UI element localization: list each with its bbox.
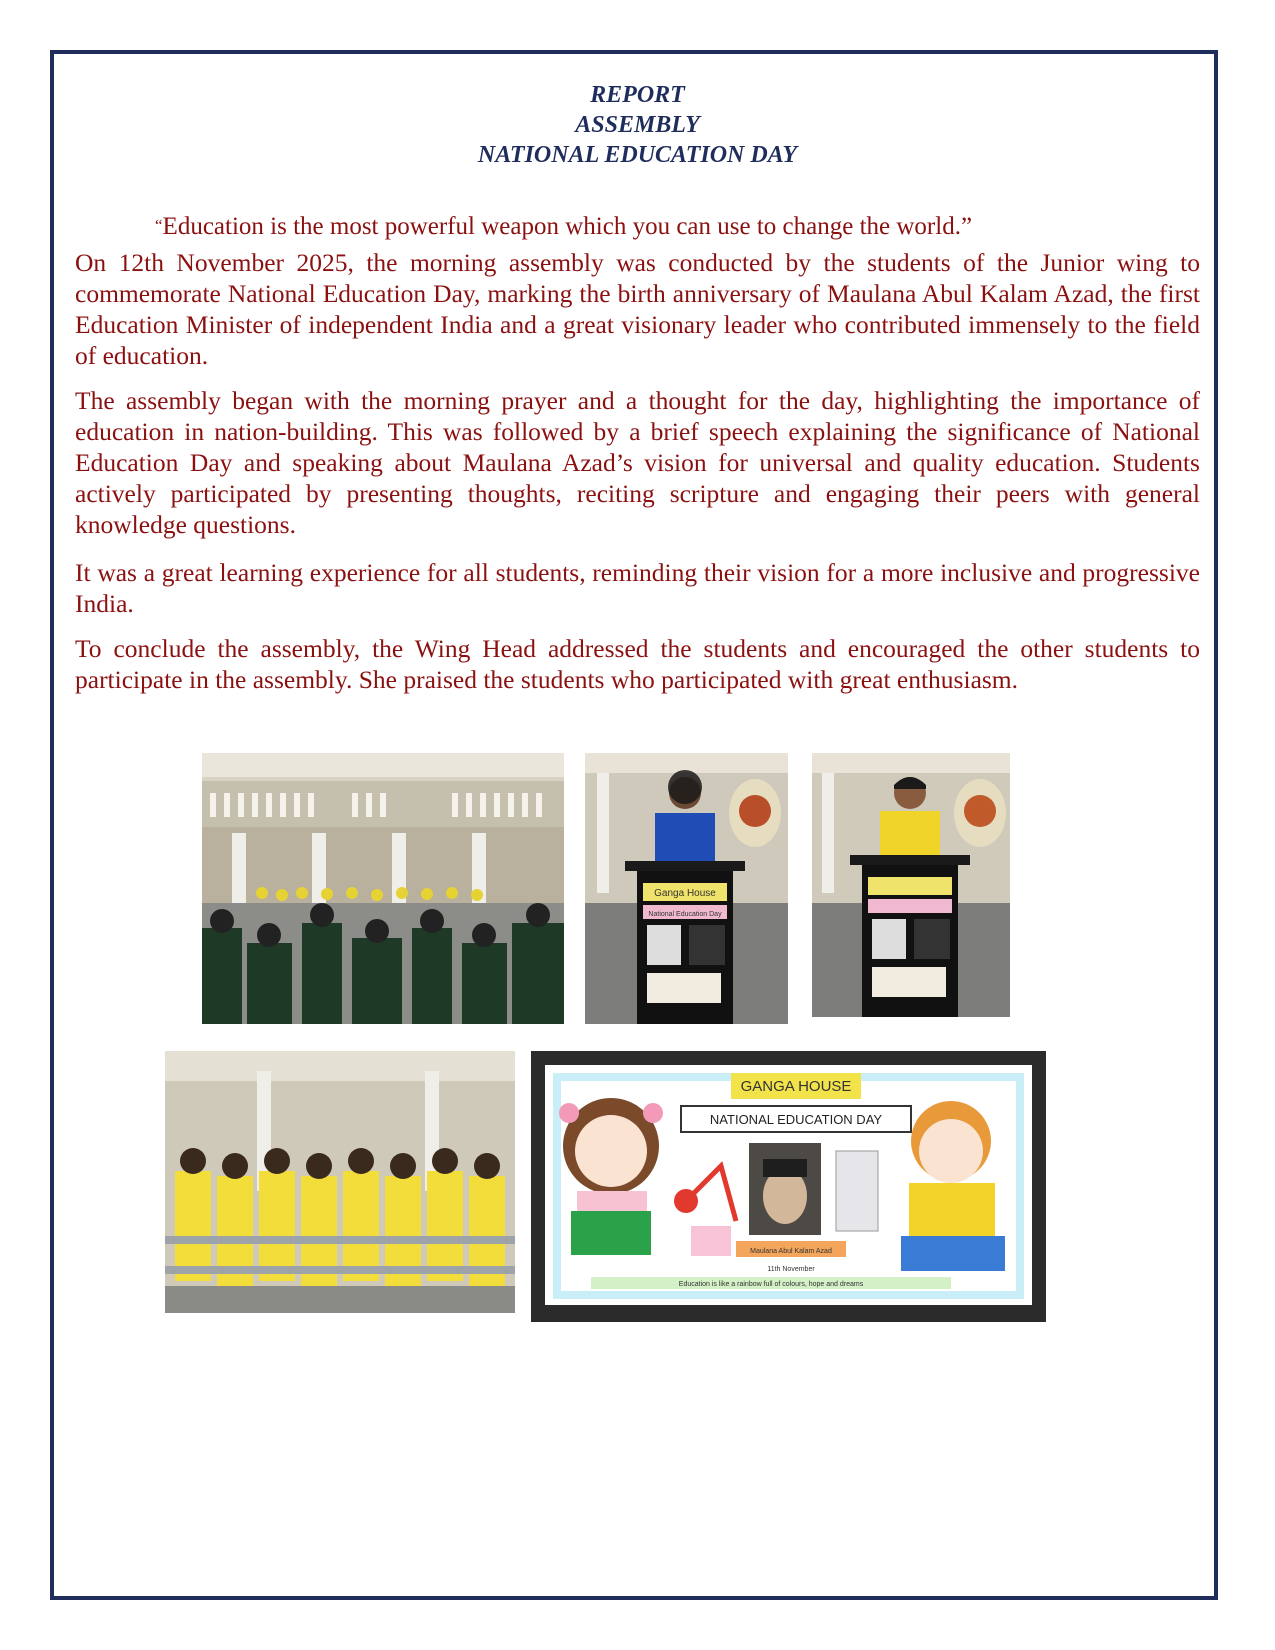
report-title bbox=[0, 80, 1275, 170]
poster-caption-name: Maulana Abul Kalam Azad bbox=[750, 1248, 832, 1255]
paragraph-3: It was a great learning experience for all students, reminding their vision for a more inclusive and progressive India. bbox=[75, 558, 1200, 618]
title-line-report: REPORT bbox=[590, 82, 685, 108]
paragraph-1: On 12th November 2025, the morning assembly was conducted by the students of the Junior wing to commemorate National Education Day, marking the birth anniversary of Maulana Abul Kalam Azad, the first Education Minister of independent India and a great visionary leader who contributed immensely to the field of education. bbox=[75, 248, 1200, 370]
poster-heading: NATIONAL EDUCATION DAY bbox=[709, 1112, 883, 1127]
podium-house-label: Ganga House bbox=[654, 888, 716, 899]
opening-quote: “Education is the most powerful weapon which you can use to change the world.” bbox=[155, 213, 973, 240]
title-line-event: NATIONAL EDUCATION DAY bbox=[477, 142, 798, 168]
photo-boy-speaker bbox=[812, 753, 1010, 1017]
podium-event-label: National Education Day bbox=[648, 911, 722, 918]
poster-caption-date: 11th November bbox=[767, 1266, 815, 1273]
paragraph-2: The assembly began with the morning prayer and a thought for the day, highlighting the importance of education in nation-building. This was followed by a brief speech explaining the significance of National Education Day and speaking about Maulana Azad’s vision for universal and quality education. Students actively participated by presenting thoughts, reciting scripture and engaging their peers with general knowledge questions. bbox=[75, 386, 1200, 539]
photo-education-day-poster bbox=[531, 1051, 1046, 1322]
title-line-assembly: ASSEMBLY bbox=[575, 112, 700, 138]
photo-assembly-crowd bbox=[202, 753, 564, 1024]
photo-girl-speaker bbox=[585, 753, 788, 1024]
photo-students-prayer bbox=[165, 1051, 515, 1313]
paragraph-4: To conclude the assembly, the Wing Head addressed the students and encouraged the other students to participate in the assembly. She praised the students who participated with great enthusiasm. bbox=[75, 634, 1200, 694]
poster-house: GANGA HOUSE bbox=[740, 1078, 852, 1095]
poster-footer: Education is like a rainbow full of colours, hope and dreams bbox=[678, 1281, 864, 1288]
